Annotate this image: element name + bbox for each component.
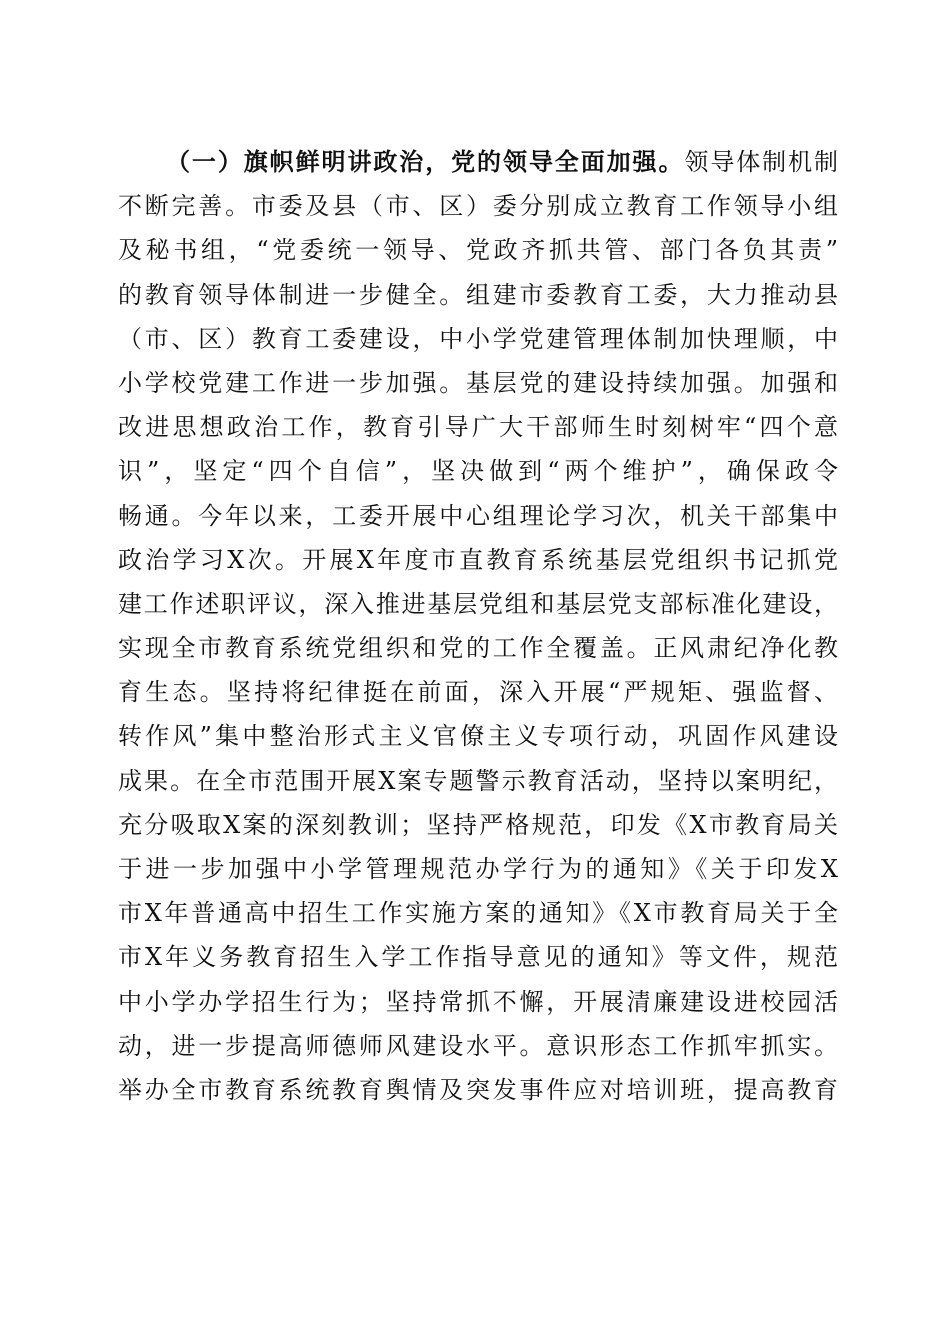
paragraph-line-20: 中小学办学招生行为；坚持常抓不懈，开展清廉建设进校园活 (118, 987, 838, 1016)
paragraph-line-4: 的教育领导体制进一步健全。组建市委教育工委，大力推动县 (118, 280, 838, 309)
paragraph-line-8: 识”，坚定“四个自信”，坚决做到“两个维护”，确保政令 (118, 457, 838, 486)
paragraph-line-16: 充分吸取X案的深刻教训；坚持严格规范，印发《X市教育局关 (118, 810, 838, 839)
paragraph-line-2: 不断完善。市委及县（市、区）委分别成立教育工作领导小组 (118, 192, 838, 221)
paragraph-line-5: （市、区）教育工委建设，中小学党建管理体制加快理顺，中 (118, 324, 838, 353)
paragraph-line-1 (118, 140, 838, 184)
paragraph-line-9: 畅通。今年以来，工委开展中心组理论学习次，机关干部集中 (118, 501, 838, 530)
paragraph-line-12: 实现全市教育系统党组织和党的工作全覆盖。正风肃纪净化教 (118, 634, 838, 663)
document-body (118, 140, 838, 1112)
paragraph-line-18: 市X年普通高中招生工作实施方案的通知》《X市教育局关于全 (118, 899, 838, 928)
paragraph-text: 领导体制机制 (684, 148, 839, 176)
paragraph-line-14: 转作风”集中整治形式主义官僚主义专项行动，巩固作风建设 (118, 722, 838, 751)
paragraph-line-7: 改进思想政治工作，教育引导广大干部师生时刻树牢“四个意 (118, 413, 838, 442)
paragraph-line-3: 及秘书组，“党委统一领导、党政齐抓共管、部门各负其责” (118, 236, 838, 265)
paragraph-line-22: 举办全市教育系统教育舆情及突发事件应对培训班，提高教育 (118, 1075, 838, 1104)
section-heading: （一）旗帜鲜明讲政治，党的领导全面加强。 (166, 147, 685, 176)
paragraph-line-10: 政治学习X次。开展X年度市直教育系统基层党组织书记抓党 (118, 545, 838, 574)
paragraph-line-13: 育生态。坚持将纪律挺在前面，深入开展“严规矩、强监督、 (118, 678, 838, 707)
paragraph-line-15: 成果。在全市范围开展X案专题警示教育活动，坚持以案明纪， (118, 766, 838, 795)
paragraph-line-11: 建工作述职评议，深入推进基层党组和基层党支部标准化建设， (118, 589, 838, 618)
paragraph-line-17: 于进一步加强中小学管理规范办学行为的通知》《关于印发X (118, 855, 838, 883)
paragraph-line-21: 动，进一步提高师德师风建设水平。意识形态工作抓牢抓实。 (118, 1031, 838, 1060)
paragraph-line-6: 小学校党建工作进一步加强。基层党的建设持续加强。加强和 (118, 368, 838, 397)
paragraph-line-19: 市X年义务教育招生入学工作指导意见的通知》等文件，规范 (118, 943, 838, 972)
